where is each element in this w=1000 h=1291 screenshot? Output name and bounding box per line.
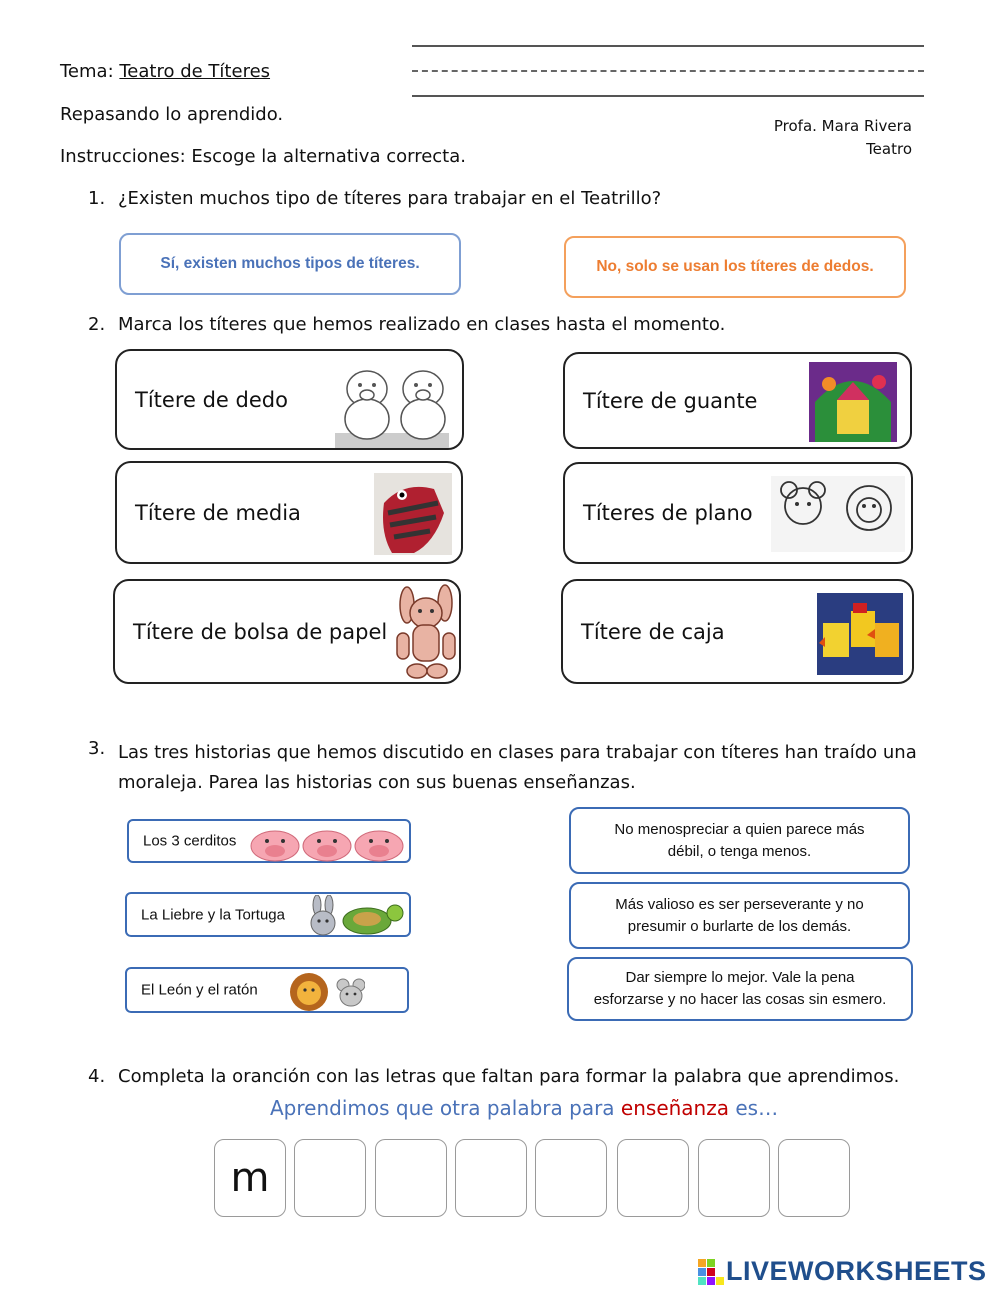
liveworksheets-logo[interactable]	[698, 1256, 987, 1287]
moral-line: Más valioso es ser perseverante y no	[615, 895, 864, 913]
q1-question: ¿Existen muchos tipo de títeres para trabajar en el Teatrillo?	[118, 188, 662, 209]
letter-box-7[interactable]	[698, 1139, 770, 1217]
q3-question-line1: Las tres historias que hemos discutido en clases para trabajar con títeres han traído una	[118, 742, 917, 763]
puppet-label: Títere de dedo	[135, 387, 288, 412]
glove-puppet-image	[809, 362, 897, 442]
letter-box-8[interactable]	[778, 1139, 850, 1217]
subject-name: Teatro	[866, 140, 912, 158]
q4-sentence	[270, 1096, 778, 1120]
name-line-dashed	[412, 70, 924, 72]
letter-input[interactable]	[456, 1139, 526, 1217]
box-puppet-image	[817, 593, 903, 675]
review-text: Repasando lo aprendido.	[60, 104, 284, 125]
pig-finger-puppets-image	[335, 357, 459, 450]
letter-input[interactable]	[618, 1139, 688, 1217]
tema-label: Tema:	[60, 61, 114, 82]
q3-number: 3.	[88, 738, 106, 759]
story-label: El León y el ratón	[141, 981, 258, 999]
story-label: Los 3 cerditos	[143, 832, 237, 850]
liveworksheets-blocks-icon	[698, 1259, 724, 1285]
name-line-bottom	[412, 95, 924, 97]
story-hare-tortoise[interactable]	[125, 892, 411, 937]
q4-question: Completa la oranción con las letras que faltan para formar la palabra que aprendimos.	[118, 1066, 900, 1087]
puppet-label: Títere de guante	[583, 388, 758, 413]
puppet-label: Títere de caja	[581, 619, 725, 644]
moral-option-1[interactable]	[569, 807, 910, 874]
letter-input[interactable]	[376, 1139, 446, 1217]
letter-box-1: m	[214, 1139, 286, 1217]
puppet-option-box[interactable]	[561, 579, 914, 684]
letter-input[interactable]	[699, 1139, 769, 1217]
moral-line: Dar siempre lo mejor. Vale la pena	[625, 969, 855, 987]
puppet-option-paper-bag[interactable]	[113, 579, 461, 684]
puppet-option-glove[interactable]	[563, 352, 912, 449]
paper-bag-puppet-image	[393, 583, 459, 683]
letter-box-4[interactable]	[455, 1139, 527, 1217]
moral-line: débil, o tenga menos.	[667, 842, 812, 860]
q2-number: 2.	[88, 314, 106, 335]
teacher-name: Profa. Mara Rivera	[773, 117, 912, 135]
instructions-text: Instrucciones: Escoge la alternativa correcta.	[60, 146, 466, 167]
q1-number: 1.	[88, 188, 106, 209]
story-lion-mouse[interactable]	[125, 967, 409, 1013]
sentence-keyword: enseñanza	[620, 1096, 729, 1120]
moral-option-3[interactable]	[567, 957, 913, 1021]
puppet-label: Títere de media	[135, 500, 301, 525]
story-label: La Liebre y la Tortuga	[141, 906, 285, 923]
tema-value: Teatro de Títeres	[119, 61, 271, 82]
letter-box-2[interactable]	[294, 1139, 366, 1217]
letter-box-3[interactable]	[375, 1139, 447, 1217]
logo-text: LIVEWORKSHEETS	[726, 1256, 987, 1286]
q1-option-b[interactable]: No, solo se usan los títeres de dedos.	[564, 236, 906, 298]
tema-row	[60, 61, 270, 82]
letter-box-6[interactable]	[617, 1139, 689, 1217]
q3-question-line2: moraleja. Parea las historias con sus buenas enseñanzas.	[118, 772, 636, 793]
moral-line: No menospreciar a quien parece más	[614, 820, 865, 838]
sentence-end: es…	[729, 1096, 779, 1120]
moral-line: esforzarse y no hacer las cosas sin esmero.	[593, 991, 887, 1008]
puppet-option-sock[interactable]	[115, 461, 463, 564]
q1-option-a[interactable]: Sí, existen muchos tipos de títeres.	[119, 233, 461, 295]
sock-puppet-image	[374, 473, 452, 555]
letter-box-5[interactable]	[535, 1139, 607, 1217]
letter-input[interactable]	[779, 1139, 849, 1217]
teacher-block	[774, 115, 912, 161]
sentence-start: Aprendimos que otra palabra para	[270, 1096, 621, 1120]
puppet-option-finger[interactable]	[115, 349, 464, 450]
letter-input[interactable]	[536, 1139, 606, 1217]
story-three-pigs[interactable]	[127, 819, 411, 863]
hare-tortoise-icon	[305, 895, 405, 937]
puppet-label: Títeres de plano	[583, 501, 753, 525]
q4-number: 4.	[88, 1066, 106, 1087]
q2-question: Marca los títeres que hemos realizado en clases hasta el momento.	[118, 314, 726, 335]
moral-line: presumir o burlarte de los demás.	[627, 917, 852, 935]
puppet-option-flat[interactable]	[563, 462, 913, 564]
name-line-top	[412, 45, 924, 47]
pig-faces-icon	[249, 824, 405, 862]
moral-option-2[interactable]	[569, 882, 910, 949]
letter-input[interactable]	[295, 1139, 365, 1217]
puppet-label: Títere de bolsa de papel	[133, 619, 388, 644]
lion-mouse-icon	[285, 971, 365, 1013]
flat-puppets-image	[771, 476, 905, 552]
q3-question	[118, 738, 938, 798]
